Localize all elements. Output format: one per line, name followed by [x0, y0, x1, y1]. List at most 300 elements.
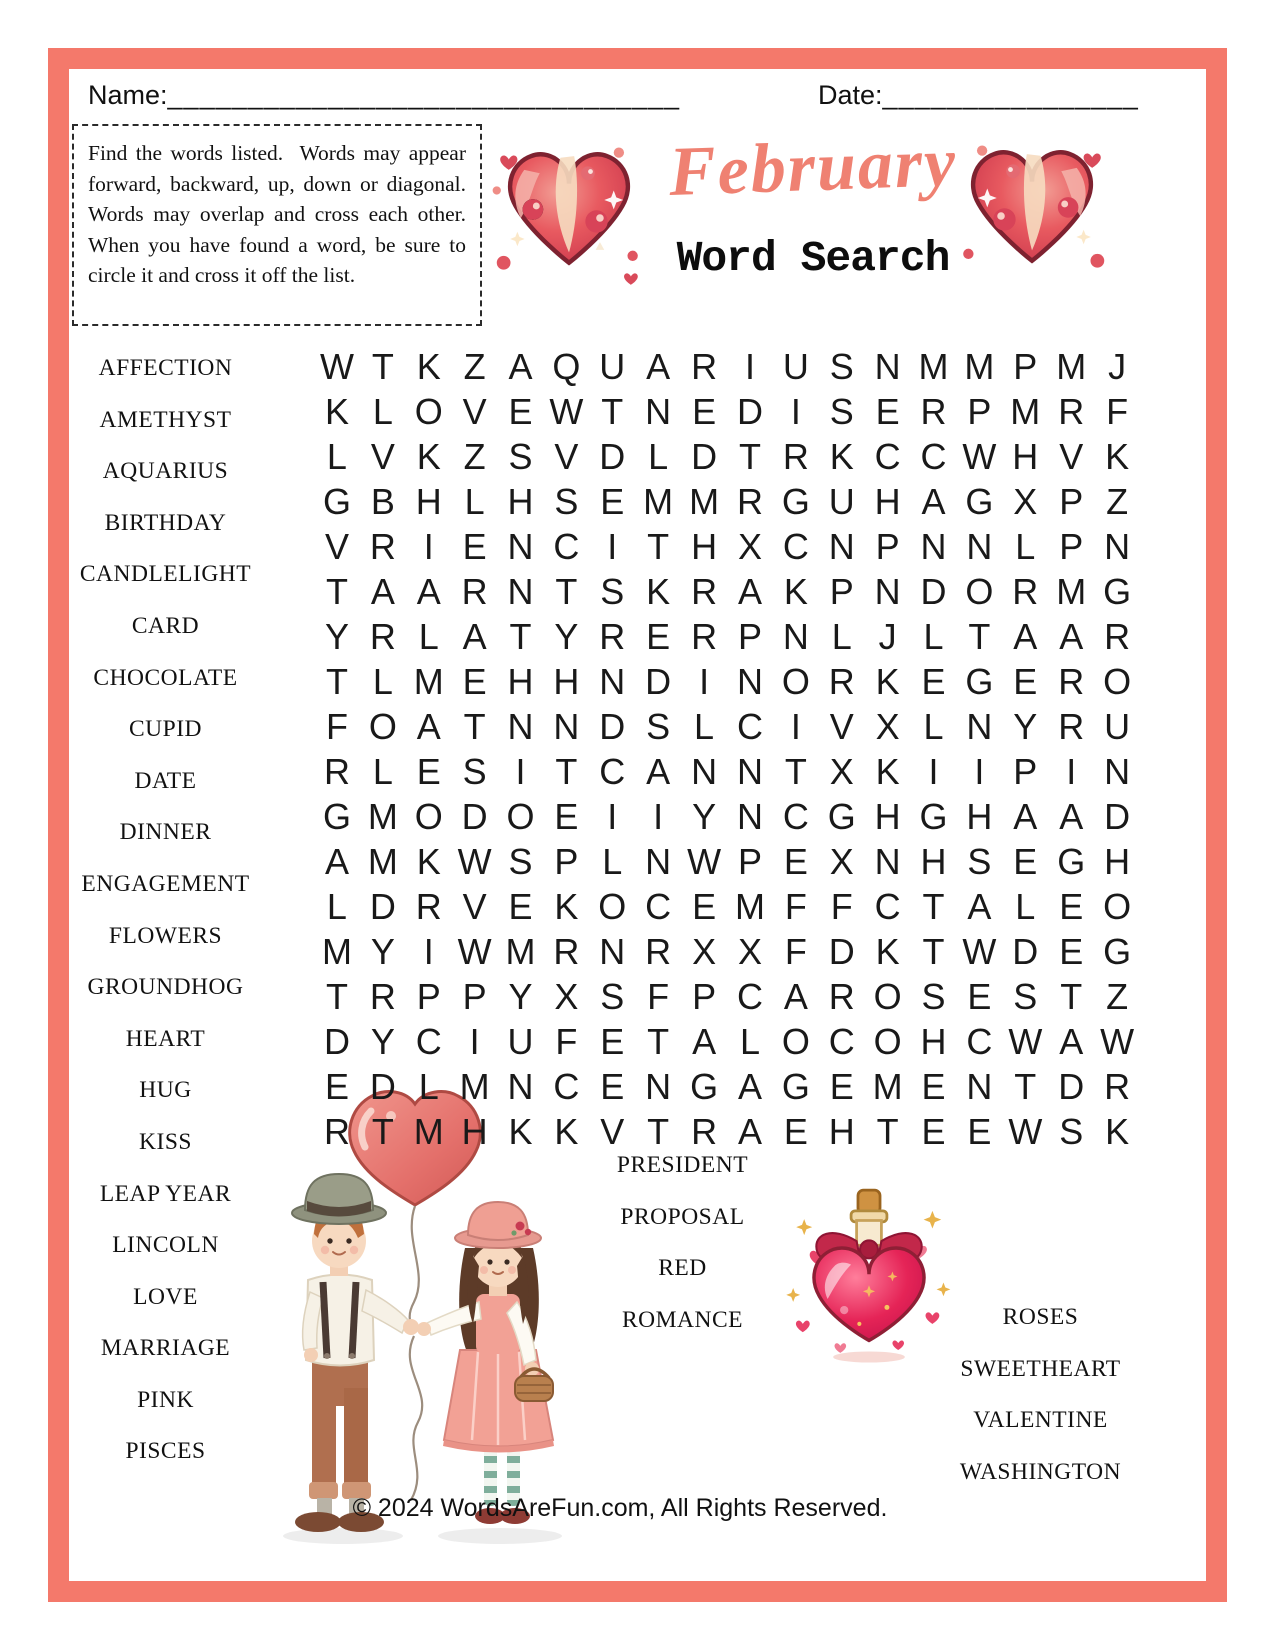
- grid-letter: T: [784, 751, 807, 792]
- grid-letter: T: [555, 751, 578, 792]
- grid-letter: T: [647, 1111, 670, 1152]
- word-list-item: RED: [658, 1255, 707, 1282]
- grid-letter: V: [829, 706, 854, 747]
- grid-letter: N: [782, 616, 809, 657]
- grid-letter: G: [965, 481, 994, 522]
- grid-letter: C: [966, 1021, 993, 1062]
- grid-letter: A: [1013, 796, 1038, 837]
- grid-letter: N: [507, 526, 534, 567]
- grid-letter: U: [599, 346, 626, 387]
- grid-letter: R: [415, 886, 442, 927]
- grid-letter: L: [372, 751, 393, 792]
- grid-letter: O: [414, 391, 443, 432]
- grid-letter: T: [647, 1021, 670, 1062]
- grid-letter: K: [1105, 1111, 1130, 1152]
- grid-letter: T: [371, 1111, 394, 1152]
- word-list-item: ROSES: [1002, 1304, 1079, 1330]
- grid-letter: F: [1106, 391, 1129, 432]
- grid-letter: H: [691, 526, 718, 567]
- grid-letter: R: [323, 1111, 350, 1152]
- grid-letter: U: [828, 481, 855, 522]
- grid-letter: N: [645, 1066, 672, 1107]
- grid-letter: G: [781, 481, 810, 522]
- grid-letter: S: [829, 346, 854, 387]
- grid-letter: T: [922, 886, 945, 927]
- grid-letter: H: [874, 796, 901, 837]
- grid-letter: Y: [554, 616, 579, 657]
- grid-letter: E: [921, 1066, 946, 1107]
- grid-letter: V: [462, 886, 487, 927]
- grid-letter: W: [319, 346, 354, 387]
- grid-letter: E: [921, 661, 946, 702]
- grid-letter: M: [734, 886, 765, 927]
- grid-letter: L: [326, 436, 347, 477]
- word-list-right: [938, 1292, 1143, 1498]
- grid-letter: G: [322, 481, 351, 522]
- grid-letter: O: [965, 571, 994, 612]
- instructions-box: [72, 124, 482, 326]
- grid-letter: N: [736, 796, 763, 837]
- grid-letter: D: [920, 571, 947, 612]
- grid-letter: I: [423, 931, 434, 972]
- grid-letter: I: [790, 706, 801, 747]
- grid-letter: M: [459, 1066, 490, 1107]
- grid-letter: L: [372, 661, 393, 702]
- grid-letter: M: [413, 1111, 444, 1152]
- grid-letter: R: [369, 616, 396, 657]
- grid-letter: G: [965, 661, 994, 702]
- grid-letter: R: [736, 481, 763, 522]
- grid-letter: T: [325, 571, 348, 612]
- grid-letter: W: [457, 841, 492, 882]
- grid-letter: X: [737, 526, 762, 567]
- grid-letter: C: [874, 436, 901, 477]
- grid-letter: I: [1066, 751, 1077, 792]
- word-list-item: ROMANCE: [621, 1306, 743, 1333]
- word-list-left: [68, 343, 263, 1478]
- grid-letter: N: [874, 841, 901, 882]
- grid-letter: K: [1105, 436, 1130, 477]
- grid-letter: R: [691, 571, 718, 612]
- grid-letter: O: [1103, 886, 1132, 927]
- grid-letter: N: [736, 751, 763, 792]
- grid-letter: A: [737, 571, 762, 612]
- grid-letter: C: [782, 796, 809, 837]
- grid-letter: G: [1103, 931, 1132, 972]
- grid-letter: M: [413, 661, 444, 702]
- grid-letter: K: [508, 1111, 533, 1152]
- title-month: February: [667, 123, 959, 212]
- word-list-item: SWEETHEART: [960, 1355, 1121, 1382]
- grid-letter: M: [367, 841, 398, 882]
- grid-letter: P: [1059, 481, 1084, 522]
- grid-letter: T: [1060, 976, 1083, 1017]
- grid-letter: N: [553, 706, 580, 747]
- grid-letter: N: [507, 1066, 534, 1107]
- grid-letter: I: [607, 796, 618, 837]
- grid-letter: H: [920, 841, 947, 882]
- grid-letter: Y: [692, 796, 717, 837]
- grid-letter: E: [829, 1066, 854, 1107]
- name-field-label: Name:: [88, 80, 168, 110]
- grid-letter: A: [1059, 616, 1084, 657]
- grid-letter: O: [781, 1021, 810, 1062]
- grid-letter: K: [416, 346, 441, 387]
- grid-letter: E: [967, 976, 992, 1017]
- grid-letter: T: [1014, 1066, 1037, 1107]
- grid-letter: W: [1008, 1021, 1043, 1062]
- grid-letter: R: [323, 751, 350, 792]
- grid-letter: J: [1108, 346, 1127, 387]
- word-list-item: GROUNDHOG: [87, 974, 244, 1001]
- grid-letter: T: [509, 616, 532, 657]
- grid-letter: K: [416, 436, 441, 477]
- grid-letter: N: [691, 751, 718, 792]
- grid-letter: E: [508, 886, 533, 927]
- grid-letter: C: [645, 886, 672, 927]
- grid-letter: R: [828, 976, 855, 1017]
- grid-letter: H: [507, 481, 534, 522]
- grid-letter: S: [508, 436, 533, 477]
- name-field: [88, 80, 680, 111]
- grid-letter: X: [875, 706, 900, 747]
- grid-letter: E: [1013, 841, 1038, 882]
- grid-letter: D: [369, 886, 396, 927]
- grid-letter: D: [369, 1066, 396, 1107]
- grid-letter: R: [1058, 706, 1085, 747]
- grid-letter: G: [690, 1066, 719, 1107]
- grid-letter: D: [1012, 931, 1039, 972]
- grid-letter: A: [1059, 1021, 1084, 1062]
- word-list-item: CARD: [131, 612, 200, 639]
- grid-letter: P: [875, 526, 900, 567]
- grid-letter: M: [964, 346, 995, 387]
- word-list-item: MARRIAGE: [100, 1335, 231, 1362]
- word-list-item: LOVE: [133, 1283, 198, 1310]
- grid-letter: T: [325, 976, 348, 1017]
- grid-letter: D: [599, 706, 626, 747]
- grid-letter: H: [1104, 841, 1131, 882]
- grid-letter: P: [416, 976, 441, 1017]
- grid-letter: Q: [552, 346, 581, 387]
- grid-letter: H: [874, 481, 901, 522]
- grid-letter: L: [418, 1066, 439, 1107]
- grid-letter: L: [372, 391, 393, 432]
- grid-letter: O: [414, 796, 443, 837]
- grid-letter: L: [694, 706, 715, 747]
- grid-letter: S: [554, 481, 579, 522]
- word-list-middle: [585, 1140, 780, 1346]
- word-list-item: PISCES: [125, 1438, 206, 1465]
- grid-letter: X: [829, 841, 854, 882]
- couple-heart-balloon-illustration: [248, 1088, 583, 1548]
- word-list-item: BIRTHDAY: [104, 509, 227, 536]
- grid-letter: I: [515, 751, 526, 792]
- word-list-item: KISS: [139, 1128, 192, 1155]
- grid-letter: P: [1013, 346, 1038, 387]
- grid-letter: D: [691, 436, 718, 477]
- grid-letter: X: [737, 931, 762, 972]
- grid-letter: E: [921, 1111, 946, 1152]
- grid-letter: A: [324, 841, 349, 882]
- grid-letter: H: [920, 1021, 947, 1062]
- grid-letter: F: [830, 886, 853, 927]
- grid-letter: O: [598, 886, 627, 927]
- word-list-item: HUG: [139, 1077, 192, 1104]
- grid-letter: S: [508, 841, 533, 882]
- grid-letter: L: [648, 436, 669, 477]
- grid-letter: U: [507, 1021, 534, 1062]
- grid-letter: Y: [324, 616, 349, 657]
- grid-letter: R: [828, 661, 855, 702]
- grid-letter: E: [783, 841, 808, 882]
- grid-letter: R: [599, 616, 626, 657]
- grid-letter: E: [600, 1021, 625, 1062]
- grid-letter: K: [554, 1111, 579, 1152]
- grid-letter: K: [829, 436, 854, 477]
- grid-letter: C: [874, 886, 901, 927]
- grid-letter: S: [462, 751, 487, 792]
- grid-letter: A: [416, 571, 441, 612]
- name-blank-line: ________________________________: [167, 80, 681, 110]
- grid-letter: L: [464, 481, 485, 522]
- grid-letter: H: [507, 661, 534, 702]
- grid-letter: A: [370, 571, 395, 612]
- grid-letter: A: [783, 976, 808, 1017]
- grid-letter: D: [736, 391, 763, 432]
- grid-letter: M: [1056, 346, 1087, 387]
- grid-letter: E: [692, 886, 717, 927]
- grid-letter: U: [1104, 706, 1131, 747]
- grid-letter: F: [647, 976, 670, 1017]
- grid-letter: Y: [508, 976, 533, 1017]
- grid-letter: V: [462, 391, 487, 432]
- grid-letter: C: [920, 436, 947, 477]
- grid-letter: N: [1104, 526, 1131, 567]
- grid-letter: T: [968, 616, 991, 657]
- grid-letter: V: [600, 1111, 625, 1152]
- grid-letter: M: [1056, 571, 1087, 612]
- grid-letter: Z: [463, 436, 486, 477]
- grid-letter: R: [369, 976, 396, 1017]
- instructions-text: Find the words listed. Words may appear forward, backward, up, down or diagonal. Words may overlap and cross each other. When you have found a word, be sure to circle it and cross it off the list.: [88, 141, 477, 288]
- grid-letter: E: [692, 391, 717, 432]
- grid-letter: P: [737, 841, 762, 882]
- grid-letter: O: [873, 1021, 902, 1062]
- grid-letter: E: [600, 481, 625, 522]
- grid-letter: W: [687, 841, 722, 882]
- grid-letter: E: [462, 661, 487, 702]
- grid-letter: I: [699, 661, 710, 702]
- grid-letter: T: [325, 661, 348, 702]
- grid-letter: E: [554, 796, 579, 837]
- grid-letter: T: [601, 391, 624, 432]
- grid-letter: G: [322, 796, 351, 837]
- grid-letter: P: [1013, 751, 1038, 792]
- grid-letter: C: [736, 976, 763, 1017]
- grid-letter: K: [875, 751, 900, 792]
- grid-letter: T: [371, 346, 394, 387]
- grid-letter: S: [1059, 1111, 1084, 1152]
- grid-letter: J: [878, 616, 897, 657]
- grid-letter: A: [646, 751, 671, 792]
- grid-letter: H: [415, 481, 442, 522]
- grid-letter: K: [783, 571, 808, 612]
- grid-letter: O: [506, 796, 535, 837]
- grid-letter: P: [462, 976, 487, 1017]
- grid-letter: P: [829, 571, 854, 612]
- date-field-label: Date:: [818, 80, 883, 110]
- grid-letter: R: [691, 616, 718, 657]
- grid-letter: M: [321, 931, 352, 972]
- grid-letter: E: [508, 391, 533, 432]
- title-word-search: Word Search: [676, 234, 950, 283]
- grid-letter: D: [1104, 796, 1131, 837]
- grid-letter: W: [549, 391, 584, 432]
- grid-letter: P: [737, 616, 762, 657]
- grid-letter: X: [829, 751, 854, 792]
- grid-letter: M: [872, 1066, 903, 1107]
- grid-letter: I: [744, 346, 755, 387]
- grid-letter: E: [1013, 661, 1038, 702]
- grid-letter: P: [692, 976, 717, 1017]
- grid-letter: K: [875, 661, 900, 702]
- grid-letter: P: [1059, 526, 1084, 567]
- word-list-item: LEAP YEAR: [99, 1180, 232, 1207]
- grid-letter: A: [1013, 616, 1038, 657]
- grid-letter: C: [782, 526, 809, 567]
- word-list-item: AFFECTION: [98, 355, 233, 381]
- grid-letter: Z: [1106, 976, 1129, 1017]
- grid-letter: K: [646, 571, 671, 612]
- grid-letter: A: [737, 1066, 762, 1107]
- grid-letter: N: [599, 931, 626, 972]
- grid-letter: B: [370, 481, 395, 522]
- grid-letter: R: [691, 1111, 718, 1152]
- word-list-item: PRESIDENT: [616, 1152, 749, 1178]
- grid-letter: E: [416, 751, 441, 792]
- grid-letter: I: [653, 796, 664, 837]
- grid-letter: L: [1015, 526, 1036, 567]
- grid-letter: T: [463, 706, 486, 747]
- grid-letter: G: [1103, 571, 1132, 612]
- grid-letter: O: [1103, 661, 1132, 702]
- grid-letter: N: [874, 346, 901, 387]
- grid-letter: D: [828, 931, 855, 972]
- word-list-item: PINK: [137, 1386, 194, 1413]
- grid-letter: X: [554, 976, 579, 1017]
- grid-letter: L: [831, 616, 852, 657]
- grid-letter: K: [554, 886, 579, 927]
- grid-letter: O: [781, 661, 810, 702]
- grid-letter: E: [324, 1066, 349, 1107]
- grid-letter: N: [966, 526, 993, 567]
- grid-letter: T: [738, 436, 761, 477]
- grid-letter: Z: [463, 346, 486, 387]
- grid-letter: Y: [370, 1021, 395, 1062]
- grid-letter: N: [966, 706, 993, 747]
- grid-letter: T: [876, 1111, 899, 1152]
- grid-letter: Y: [370, 931, 395, 972]
- grid-letter: V: [324, 526, 349, 567]
- grid-letter: D: [645, 661, 672, 702]
- grid-letter: F: [555, 1021, 578, 1062]
- grid-letter: Y: [1013, 706, 1038, 747]
- grid-letter: A: [737, 1111, 762, 1152]
- grid-letter: S: [967, 841, 992, 882]
- grid-letter: A: [1059, 796, 1084, 837]
- grid-letter: S: [600, 571, 625, 612]
- grid-letter: V: [1059, 436, 1084, 477]
- grid-letter: K: [416, 841, 441, 882]
- grid-letter: A: [967, 886, 992, 927]
- grid-letter: M: [1010, 391, 1041, 432]
- grid-letter: Z: [1106, 481, 1129, 522]
- word-list-item: DINNER: [119, 819, 212, 846]
- grid-letter: H: [461, 1111, 488, 1152]
- date-field: [818, 80, 1139, 111]
- grid-letter: G: [919, 796, 948, 837]
- grid-letter: X: [1013, 481, 1038, 522]
- word-list-item: HEART: [125, 1025, 206, 1052]
- word-list-item: PROPOSAL: [620, 1203, 745, 1230]
- grid-letter: I: [974, 751, 985, 792]
- grid-letter: S: [921, 976, 946, 1017]
- grid-letter: R: [691, 346, 718, 387]
- grid-letter: E: [1059, 931, 1084, 972]
- grid-letter: D: [323, 1021, 350, 1062]
- grid-letter: L: [326, 886, 347, 927]
- grid-letter: C: [828, 1021, 855, 1062]
- grid-letter: A: [692, 1021, 717, 1062]
- grid-letter: P: [554, 841, 579, 882]
- copyright-text: © 2024 WordsAreFun.com, All Rights Reserved.: [352, 1494, 888, 1522]
- date-blank-line: ________________: [882, 80, 1139, 110]
- grid-letter: I: [607, 526, 618, 567]
- grid-letter: R: [1058, 661, 1085, 702]
- grid-letter: G: [781, 1066, 810, 1107]
- love-potion-illustration: [778, 1186, 960, 1368]
- grid-letter: E: [967, 1111, 992, 1152]
- grid-letter: H: [553, 661, 580, 702]
- grid-letter: D: [599, 436, 626, 477]
- grid-letter: C: [736, 706, 763, 747]
- grid-letter: W: [1100, 1021, 1135, 1062]
- grid-letter: N: [736, 661, 763, 702]
- grid-letter: N: [920, 526, 947, 567]
- grid-letter: R: [920, 391, 947, 432]
- grid-letter: W: [1008, 1111, 1043, 1152]
- grid-letter: E: [646, 616, 671, 657]
- word-list-item: CHOCOLATE: [93, 664, 238, 691]
- grid-letter: G: [1057, 841, 1086, 882]
- grid-letter: W: [457, 931, 492, 972]
- grid-letter: I: [469, 1021, 480, 1062]
- grid-letter: A: [508, 346, 533, 387]
- grid-letter: V: [554, 436, 579, 477]
- grid-letter: A: [921, 481, 946, 522]
- word-list-item: DATE: [134, 767, 197, 794]
- grid-letter: L: [923, 616, 944, 657]
- grid-letter: R: [1104, 616, 1131, 657]
- grid-letter: C: [599, 751, 626, 792]
- grid-letter: I: [423, 526, 434, 567]
- grid-letter: G: [827, 796, 856, 837]
- grid-letter: A: [462, 616, 487, 657]
- word-list-item: WASHINGTON: [959, 1458, 1122, 1485]
- word-list-item: AQUARIUS: [102, 458, 229, 485]
- grid-letter: T: [922, 931, 945, 972]
